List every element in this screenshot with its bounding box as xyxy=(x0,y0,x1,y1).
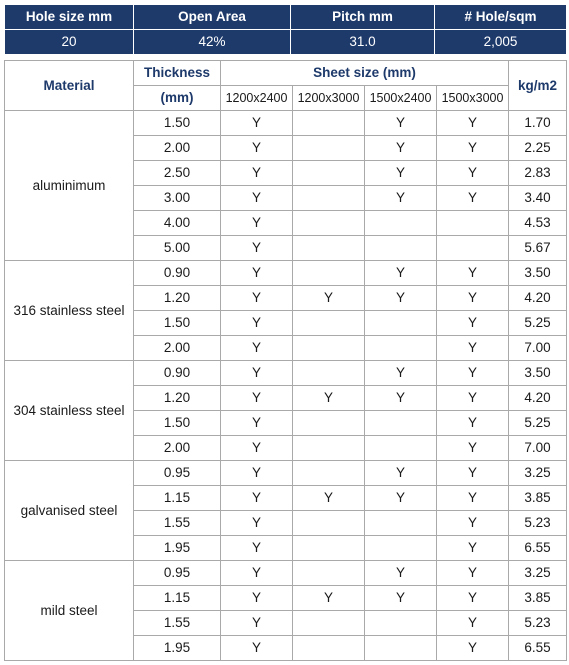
size-1200x2400-cell: Y xyxy=(221,361,293,386)
size-1200x2400-cell: Y xyxy=(221,461,293,486)
material-cell: mild steel xyxy=(5,561,134,661)
size-1500x3000-cell xyxy=(437,211,509,236)
size-1500x2400-cell: Y xyxy=(365,286,437,311)
size-1200x2400-cell: Y xyxy=(221,311,293,336)
thickness-cell: 2.00 xyxy=(134,336,221,361)
header-size-1500x2400: 1500x2400 xyxy=(365,86,437,111)
size-1500x2400-cell xyxy=(365,611,437,636)
size-1200x3000-cell xyxy=(293,261,365,286)
kg-per-m2-cell: 5.23 xyxy=(509,511,567,536)
summary-header-hole-size: Hole size mm xyxy=(5,5,134,30)
size-1500x3000-cell: Y xyxy=(437,636,509,661)
size-1200x2400-cell: Y xyxy=(221,261,293,286)
size-1200x3000-cell xyxy=(293,336,365,361)
kg-per-m2-cell: 6.55 xyxy=(509,536,567,561)
size-1500x3000-cell: Y xyxy=(437,436,509,461)
kg-per-m2-cell: 4.20 xyxy=(509,286,567,311)
thickness-cell: 1.50 xyxy=(134,411,221,436)
size-1200x2400-cell: Y xyxy=(221,561,293,586)
thickness-cell: 2.50 xyxy=(134,161,221,186)
summary-value-hole-size: 20 xyxy=(5,30,134,55)
size-1200x3000-cell: Y xyxy=(293,486,365,511)
kg-per-m2-cell: 5.25 xyxy=(509,311,567,336)
size-1500x3000-cell: Y xyxy=(437,611,509,636)
size-1200x2400-cell: Y xyxy=(221,211,293,236)
size-1200x3000-cell xyxy=(293,211,365,236)
kg-per-m2-cell: 3.85 xyxy=(509,486,567,511)
size-1500x3000-cell xyxy=(437,236,509,261)
kg-per-m2-cell: 4.20 xyxy=(509,386,567,411)
size-1500x2400-cell: Y xyxy=(365,461,437,486)
size-1200x2400-cell: Y xyxy=(221,511,293,536)
size-1200x2400-cell: Y xyxy=(221,336,293,361)
thickness-cell: 0.95 xyxy=(134,561,221,586)
summary-value-row xyxy=(5,30,567,55)
size-1500x2400-cell xyxy=(365,511,437,536)
size-1200x3000-cell xyxy=(293,461,365,486)
size-1200x2400-cell: Y xyxy=(221,136,293,161)
size-1200x2400-cell: Y xyxy=(221,236,293,261)
size-1500x3000-cell: Y xyxy=(437,311,509,336)
size-1500x3000-cell: Y xyxy=(437,136,509,161)
size-1200x3000-cell xyxy=(293,136,365,161)
size-1200x3000-cell xyxy=(293,561,365,586)
header-thickness: Thickness xyxy=(134,61,221,86)
material-cell: aluminimum xyxy=(5,111,134,261)
table-row xyxy=(5,361,567,386)
size-1500x3000-cell: Y xyxy=(437,186,509,211)
size-1500x2400-cell xyxy=(365,336,437,361)
size-1500x2400-cell xyxy=(365,236,437,261)
kg-per-m2-cell: 3.40 xyxy=(509,186,567,211)
size-1200x3000-cell xyxy=(293,636,365,661)
size-1500x2400-cell: Y xyxy=(365,361,437,386)
size-1500x2400-cell: Y xyxy=(365,161,437,186)
header-thickness-unit: (mm) xyxy=(134,86,221,111)
size-1200x2400-cell: Y xyxy=(221,111,293,136)
thickness-cell: 1.55 xyxy=(134,611,221,636)
header-kg-per-m2: kg/m2 xyxy=(509,61,567,111)
size-1200x2400-cell: Y xyxy=(221,436,293,461)
size-1200x3000-cell xyxy=(293,611,365,636)
summary-header-holes-per-sqm: # Hole/sqm xyxy=(435,5,567,30)
kg-per-m2-cell: 5.23 xyxy=(509,611,567,636)
thickness-cell: 1.15 xyxy=(134,586,221,611)
header-size-1500x3000: 1500x3000 xyxy=(437,86,509,111)
specs-header-row-1 xyxy=(5,61,567,86)
size-1200x3000-cell xyxy=(293,186,365,211)
kg-per-m2-cell: 2.25 xyxy=(509,136,567,161)
size-1500x2400-cell xyxy=(365,311,437,336)
size-1500x3000-cell: Y xyxy=(437,161,509,186)
thickness-cell: 1.20 xyxy=(134,286,221,311)
summary-header-pitch: Pitch mm xyxy=(291,5,435,30)
size-1200x2400-cell: Y xyxy=(221,586,293,611)
size-1200x2400-cell: Y xyxy=(221,286,293,311)
size-1200x3000-cell xyxy=(293,111,365,136)
thickness-cell: 1.95 xyxy=(134,536,221,561)
table-row xyxy=(5,561,567,586)
size-1500x3000-cell: Y xyxy=(437,561,509,586)
size-1500x2400-cell: Y xyxy=(365,386,437,411)
size-1500x3000-cell: Y xyxy=(437,336,509,361)
size-1500x2400-cell: Y xyxy=(365,586,437,611)
thickness-cell: 3.00 xyxy=(134,186,221,211)
kg-per-m2-cell: 3.25 xyxy=(509,561,567,586)
size-1500x3000-cell: Y xyxy=(437,586,509,611)
kg-per-m2-cell: 3.25 xyxy=(509,461,567,486)
kg-per-m2-cell: 5.25 xyxy=(509,411,567,436)
size-1500x2400-cell: Y xyxy=(365,486,437,511)
thickness-cell: 5.00 xyxy=(134,236,221,261)
table-row xyxy=(5,461,567,486)
size-1500x2400-cell: Y xyxy=(365,111,437,136)
thickness-cell: 2.00 xyxy=(134,436,221,461)
kg-per-m2-cell: 4.53 xyxy=(509,211,567,236)
header-size-1200x3000: 1200x3000 xyxy=(293,86,365,111)
material-cell: 304 stainless steel xyxy=(5,361,134,461)
kg-per-m2-cell: 3.50 xyxy=(509,261,567,286)
specs-body xyxy=(5,111,567,661)
summary-value-open-area: 42% xyxy=(134,30,291,55)
thickness-cell: 1.95 xyxy=(134,636,221,661)
size-1200x3000-cell xyxy=(293,511,365,536)
size-1200x3000-cell xyxy=(293,361,365,386)
thickness-cell: 1.15 xyxy=(134,486,221,511)
material-cell: galvanised steel xyxy=(5,461,134,561)
kg-per-m2-cell: 7.00 xyxy=(509,336,567,361)
kg-per-m2-cell: 5.67 xyxy=(509,236,567,261)
size-1500x3000-cell: Y xyxy=(437,286,509,311)
size-1200x2400-cell: Y xyxy=(221,161,293,186)
size-1500x2400-cell: Y xyxy=(365,186,437,211)
size-1200x3000-cell xyxy=(293,161,365,186)
size-1200x2400-cell: Y xyxy=(221,611,293,636)
thickness-cell: 1.55 xyxy=(134,511,221,536)
size-1500x2400-cell xyxy=(365,636,437,661)
size-1500x2400-cell: Y xyxy=(365,136,437,161)
thickness-cell: 1.50 xyxy=(134,111,221,136)
specifications-table xyxy=(4,60,567,661)
size-1200x3000-cell: Y xyxy=(293,286,365,311)
size-1200x3000-cell xyxy=(293,236,365,261)
size-1500x2400-cell xyxy=(365,211,437,236)
thickness-cell: 0.95 xyxy=(134,461,221,486)
summary-value-pitch: 31.0 xyxy=(291,30,435,55)
size-1200x2400-cell: Y xyxy=(221,411,293,436)
size-1200x2400-cell: Y xyxy=(221,536,293,561)
kg-per-m2-cell: 6.55 xyxy=(509,636,567,661)
size-1200x3000-cell xyxy=(293,311,365,336)
size-1200x2400-cell: Y xyxy=(221,636,293,661)
summary-table xyxy=(4,4,567,55)
summary-value-holes-per-sqm: 2,005 xyxy=(435,30,567,55)
header-sheet-size: Sheet size (mm) xyxy=(221,61,509,86)
size-1200x2400-cell: Y xyxy=(221,486,293,511)
thickness-cell: 0.90 xyxy=(134,261,221,286)
size-1500x3000-cell: Y xyxy=(437,486,509,511)
size-1500x2400-cell: Y xyxy=(365,561,437,586)
kg-per-m2-cell: 2.83 xyxy=(509,161,567,186)
material-cell: 316 stainless steel xyxy=(5,261,134,361)
thickness-cell: 0.90 xyxy=(134,361,221,386)
size-1500x2400-cell xyxy=(365,436,437,461)
size-1200x2400-cell: Y xyxy=(221,186,293,211)
size-1200x3000-cell xyxy=(293,411,365,436)
size-1500x3000-cell: Y xyxy=(437,111,509,136)
size-1200x2400-cell: Y xyxy=(221,386,293,411)
size-1200x3000-cell: Y xyxy=(293,386,365,411)
summary-header-open-area: Open Area xyxy=(134,5,291,30)
size-1500x3000-cell: Y xyxy=(437,386,509,411)
kg-per-m2-cell: 1.70 xyxy=(509,111,567,136)
size-1500x2400-cell xyxy=(365,536,437,561)
size-1200x3000-cell: Y xyxy=(293,586,365,611)
header-size-1200x2400: 1200x2400 xyxy=(221,86,293,111)
thickness-cell: 1.20 xyxy=(134,386,221,411)
table-row xyxy=(5,111,567,136)
size-1500x2400-cell xyxy=(365,411,437,436)
size-1200x3000-cell xyxy=(293,436,365,461)
kg-per-m2-cell: 3.85 xyxy=(509,586,567,611)
size-1500x3000-cell: Y xyxy=(437,536,509,561)
table-row xyxy=(5,261,567,286)
size-1500x3000-cell: Y xyxy=(437,461,509,486)
summary-header-row xyxy=(5,5,567,30)
size-1500x3000-cell: Y xyxy=(437,361,509,386)
thickness-cell: 2.00 xyxy=(134,136,221,161)
header-material: Material xyxy=(5,61,134,111)
kg-per-m2-cell: 3.50 xyxy=(509,361,567,386)
size-1500x3000-cell: Y xyxy=(437,511,509,536)
size-1500x3000-cell: Y xyxy=(437,261,509,286)
size-1500x2400-cell: Y xyxy=(365,261,437,286)
size-1200x3000-cell xyxy=(293,536,365,561)
kg-per-m2-cell: 7.00 xyxy=(509,436,567,461)
size-1500x3000-cell: Y xyxy=(437,411,509,436)
thickness-cell: 4.00 xyxy=(134,211,221,236)
thickness-cell: 1.50 xyxy=(134,311,221,336)
